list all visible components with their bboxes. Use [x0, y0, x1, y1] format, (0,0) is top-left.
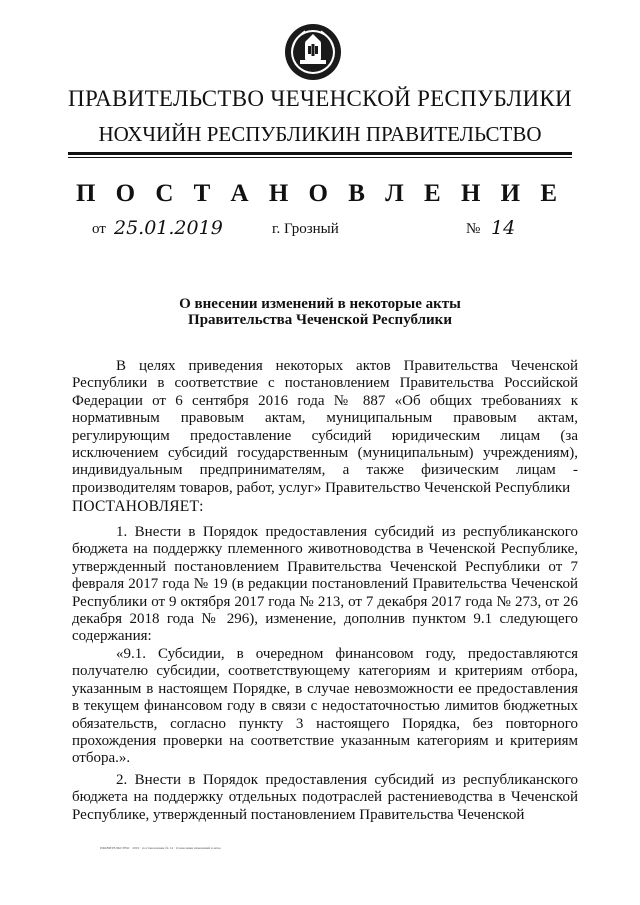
- document-title: [0, 296, 640, 328]
- header-divider-thin: [68, 157, 572, 158]
- government-name-russian: ПРАВИТЕЛЬСТВО ЧЕЧЕНСКОЙ РЕСПУБЛИКИ: [68, 86, 572, 111]
- quoted-clause-block: [72, 646, 578, 768]
- document-type-heading: П О С Т А Н О В Л Е Н И Е: [75, 180, 565, 207]
- header-divider-thick: [68, 152, 572, 155]
- decree-heading: ПОСТАНОВЛЯЕТ:: [72, 498, 204, 515]
- preamble-block: [72, 358, 578, 497]
- document-date: 25.01.2019: [114, 217, 223, 239]
- item-2-block: [72, 772, 578, 824]
- city-label: г. Грозный: [272, 221, 339, 237]
- document-title-line1: О внесении изменений в некоторые акты: [179, 296, 461, 312]
- item-1-block: [72, 524, 578, 646]
- date-prefix: от: [92, 221, 106, 237]
- item-2-paragraph: 2. Внести в Порядок предоставления субсидий из республиканского бюджета на поддержку отдельных подотраслей растениеводства в Чеченской Республике, утвержденный постановлением Правительства Чеченской: [72, 772, 578, 823]
- coat-of-arms-emblem: [283, 22, 343, 82]
- footer-file-path: ПРАВИТЕЛЬСТВО · 2019 · постановление № 14 · О внесении изменений в акты: [100, 846, 221, 850]
- preamble-paragraph: В целях приведения некоторых актов Правительства Чеченской Республики в соответствие с постановлением Правительства Российской Федерации от 6 сентября 2016 года № 887 «Об общих требованиях к нормативным правовым актам, муниципальным правовым актам, регулирующим предоставление субсидий юридическим лицам (за исключением субсидий государственным (муниципальным) учреждениям), индивидуальным предпринимателям, а также физическим лицам - производителям товаров, работ, услуг» Правительство Чеченской Республики: [72, 358, 578, 496]
- number-label: №: [466, 221, 481, 237]
- quoted-clause-paragraph: «9.1. Субсидии, в очередном финансовом году, предоставляются получателю субсидии, соответствующему категориям и критериям отбора, указанным в настоящем Порядке, в случае невозможности ее предоставления в текущем финансовом году в связи с недостаточностью лимитов бюджетных обязательств, согласно пункту 3 настоящего Порядка, без повторного прохождения проверки на соответствие указанным категориям и критериям отбора.».: [72, 646, 578, 767]
- document-number: 14: [491, 217, 516, 239]
- government-name-chechen: НОХЧИЙН РЕСПУБЛИКИН ПРАВИТЕЛЬСТВО: [98, 122, 542, 146]
- item-1-paragraph: 1. Внести в Порядок предоставления субсидий из республиканского бюджета на поддержку племенного животноводства в Чеченской Республике, утвержденный постановлением Правительства Чеченской Республики от 7 февраля 2017 года № 19 (в редакции постановлений Правительства Чеченской Республики от 9 октября 2017 года № 213, от 7 декабря 2017 года № 273, от 26 декабря 2018 года № 296), изменение, дополнив пунктом 9.1 следующего содержания:: [72, 524, 578, 645]
- document-title-line2: Правительства Чеченской Республики: [188, 312, 452, 328]
